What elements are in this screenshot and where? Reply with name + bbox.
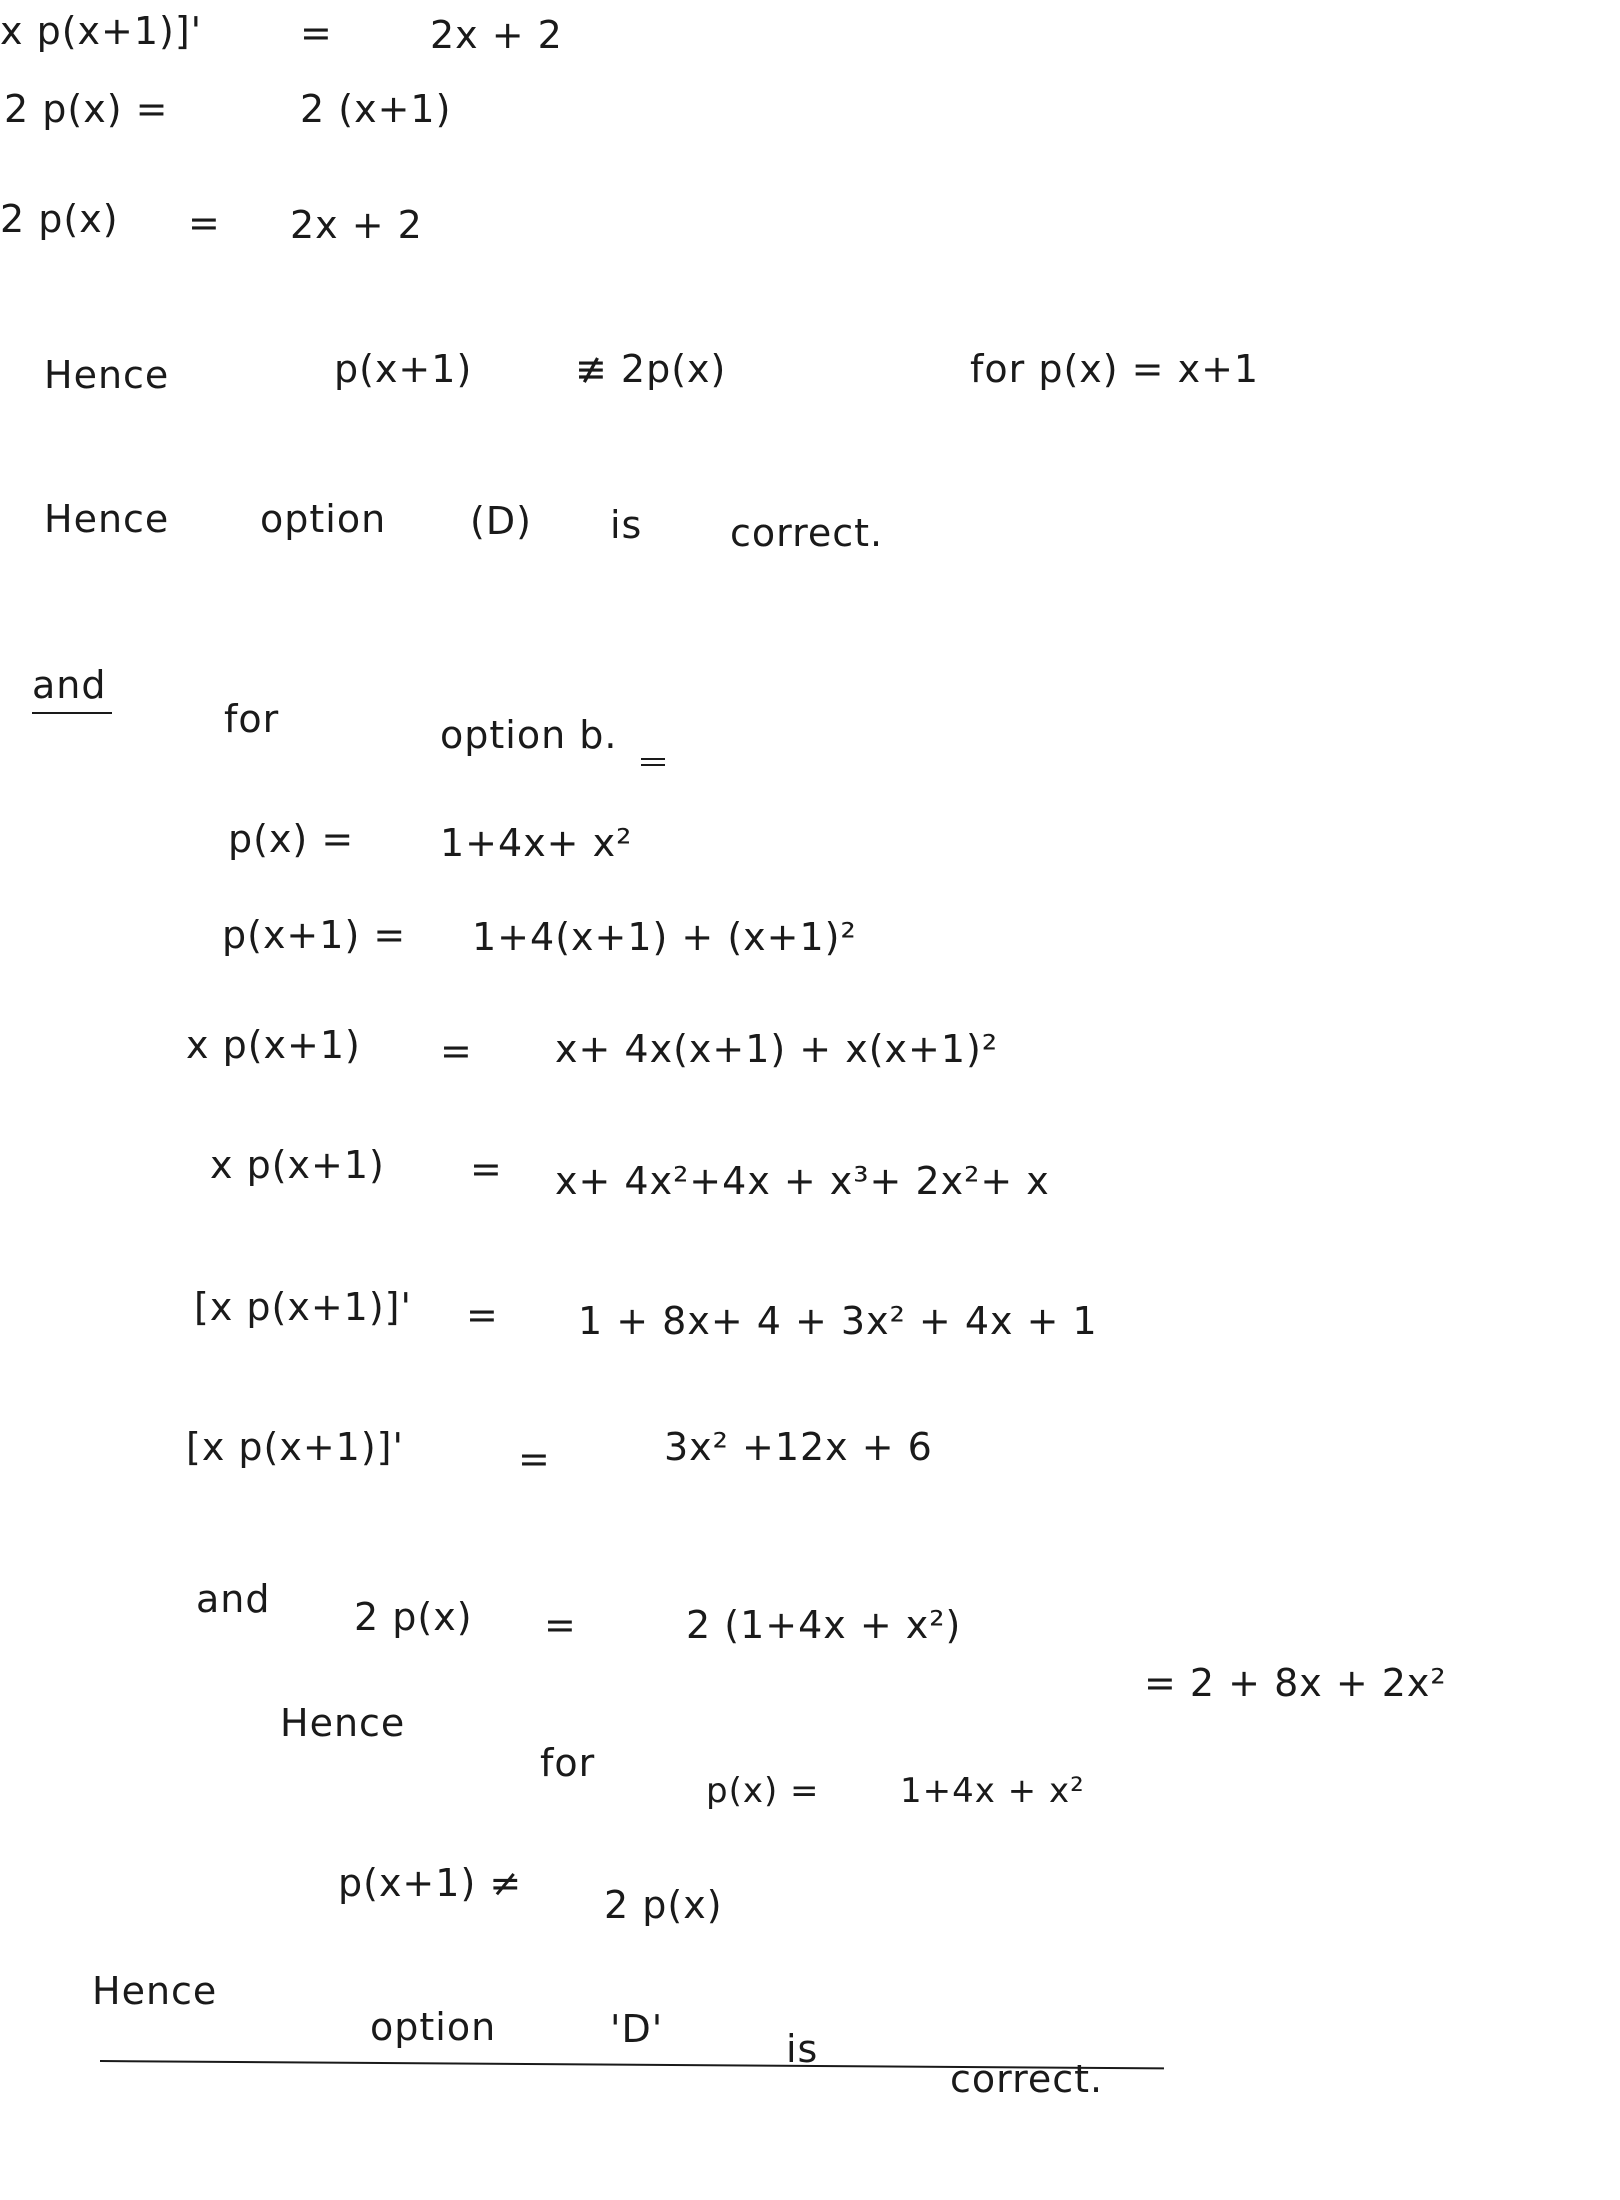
for-label: for xyxy=(224,697,280,741)
hence-label: Hence xyxy=(44,353,170,397)
correct-label: correct. xyxy=(730,511,884,555)
option-b-underline xyxy=(641,758,665,760)
option-b-label: option b. xyxy=(440,713,618,757)
and-label: and xyxy=(196,1577,271,1621)
equals-sign: = xyxy=(544,1603,577,1647)
x-p-x-plus-1-expansion: x+ 4x(x+1) + x(x+1)² xyxy=(555,1027,999,1071)
two-p-x-label-2: 2 p(x) xyxy=(0,197,119,241)
p-x-polynomial-2: 1+4x + x² xyxy=(900,1771,1085,1811)
derivative-terms: 1 + 8x+ 4 + 3x² + 4x + 1 xyxy=(578,1299,1098,1343)
derivative-simplified: 3x² +12x + 6 xyxy=(664,1425,933,1469)
two-p-x-expanded-result: = 2 + 8x + 2x² xyxy=(1144,1661,1447,1705)
is-label: is xyxy=(786,2027,819,2071)
equals-sign: = xyxy=(470,1147,503,1191)
and-underline xyxy=(32,712,112,714)
two-p-x-label: 2 p(x) = xyxy=(4,87,169,131)
two-p-x-expression: 2 (1+4x + x²) xyxy=(686,1603,962,1647)
two-p-x-rhs: 2 p(x) xyxy=(604,1883,723,1927)
equals-sign: = xyxy=(440,1029,473,1073)
for-label: for xyxy=(540,1741,596,1785)
equals-sign: = xyxy=(518,1437,551,1481)
two-p-x-value: 2 (x+1) xyxy=(300,87,452,131)
x-p-x-plus-1-label-2: x p(x+1) xyxy=(210,1143,385,1187)
derivative-expression-label: x p(x+1)]' xyxy=(0,9,203,53)
p-x-label: p(x) = xyxy=(228,817,355,861)
two-p-x-expanded: 2x + 2 xyxy=(290,203,423,247)
hence-label: Hence xyxy=(44,497,170,541)
hence-label: Hence xyxy=(280,1701,406,1745)
is-label: is xyxy=(610,503,643,547)
derivative-label: [x p(x+1)]' xyxy=(194,1285,412,1329)
option-label: option xyxy=(260,497,387,541)
option-b-underline-2 xyxy=(641,764,665,766)
p-x-plus-1-label: p(x+1) = xyxy=(222,913,407,957)
two-p-x-label-3: 2 p(x) xyxy=(354,1595,473,1639)
not-equal-2p-x: ≢ 2p(x) xyxy=(575,347,727,391)
p-x-plus-1-not-equal: p(x+1) ≠ xyxy=(338,1861,523,1905)
p-x-plus-1-expansion: 1+4(x+1) + (x+1)² xyxy=(472,915,857,959)
p-x-plus-1: p(x+1) xyxy=(334,347,473,391)
derivative-result: 2x + 2 xyxy=(430,13,563,57)
x-p-x-plus-1-label: x p(x+1) xyxy=(186,1023,361,1067)
x-p-x-plus-1-polynomial: x+ 4x²+4x + x³+ 2x²+ x xyxy=(555,1159,1050,1203)
option-d-quoted: 'D' xyxy=(610,2007,664,2051)
equals-sign: = xyxy=(466,1293,499,1337)
equals-sign: = xyxy=(300,11,333,55)
p-x-polynomial: 1+4x+ x² xyxy=(440,821,633,865)
equals-sign: = xyxy=(188,201,221,245)
and-label: and xyxy=(32,663,107,707)
option-label: option xyxy=(370,2005,497,2049)
option-d: (D) xyxy=(470,499,532,543)
derivative-label-2: [x p(x+1)]' xyxy=(186,1425,404,1469)
hence-label: Hence xyxy=(92,1969,218,2013)
correct-label: correct. xyxy=(950,2057,1104,2101)
p-x-label-2: p(x) = xyxy=(706,1771,820,1811)
condition-p-x: for p(x) = x+1 xyxy=(970,347,1260,391)
